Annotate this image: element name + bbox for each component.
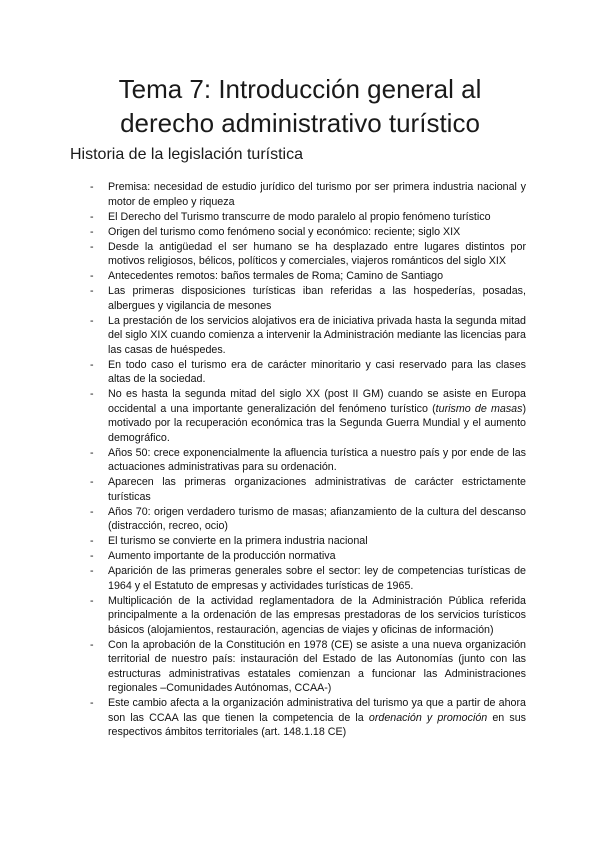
bullet-text [108, 211, 491, 223]
text-segment: La prestación de los servicios alojativos era de iniciativa privada hasta la segunda mitad del siglo XIX cuando comienza a intervenir la Administración mediante las licencias para las casas de huéspedes. [108, 314, 526, 356]
emphasis-text: ordenación y promoción [368, 711, 488, 724]
list-item [0, 446, 600, 475]
bullet-marker: - [90, 388, 94, 400]
bullet-list [0, 180, 600, 740]
bullet-marker: - [90, 225, 94, 238]
document-title [60, 72, 540, 140]
text-segment: Desde la antigüedad el ser humano se ha desplazado entre lugares distintos por motivos religiosos, bélicos, políticos y comerciales, viajeros románticos del siglo XIX [108, 240, 526, 267]
section-heading: Historia de la legislación turística [70, 146, 303, 163]
bullet-text [108, 226, 460, 238]
text-segment: Años 50: crece exponencialmente la afluencia turística a nuestro país y por ende de las actuaciones administrativas para su ordenación. [108, 446, 526, 473]
bullet-text [108, 535, 368, 547]
emphasis-text: turismo de masas [435, 402, 523, 415]
bullet-marker: - [90, 476, 94, 488]
list-item [0, 475, 600, 504]
list-item [0, 314, 600, 358]
list-item [0, 284, 600, 313]
text-segment: Aumento importante de la producción normativa [108, 550, 336, 562]
bullet-marker: - [90, 285, 94, 297]
bullet-marker: - [90, 638, 94, 651]
bullet-text [108, 565, 526, 592]
text-segment: Aparición de las primeras generales sobre el sector: ley de competencias turísticas de 1964 y el Estatuto de empresas y actividades turísticas de 1965. [108, 565, 526, 592]
list-item [0, 505, 600, 534]
list-item [0, 594, 600, 638]
bullet-text [108, 315, 526, 356]
list-item [0, 638, 600, 696]
list-item [0, 180, 600, 209]
text-segment: El Derecho del Turismo transcurre de modo paralelo al propio fenómeno turístico [108, 210, 491, 223]
title-line-2: derecho administrativo turístico [120, 108, 480, 138]
text-segment: En todo caso el turismo era de carácter minoritario y casi reservado para las clases altas de la sociedad. [108, 358, 526, 385]
text-segment: Premisa: necesidad de estudio jurídico del turismo por ser primera industria nacional y motor de empleo y riqueza [108, 181, 526, 208]
bullet-text [108, 388, 526, 444]
bullet-text [108, 697, 526, 738]
bullet-text [108, 270, 443, 282]
bullet-text [108, 595, 526, 636]
list-item [0, 534, 600, 549]
bullet-marker: - [90, 550, 94, 562]
text-segment: Este cambio afecta a la organización administrativa del turismo ya que a partir de ahora son las CCAA las que tienen la competencia de la [108, 697, 526, 724]
list-item [0, 269, 600, 284]
list-item [0, 387, 600, 445]
bullet-marker: - [90, 270, 94, 282]
text-segment: Años 70: origen verdadero turismo de masas; afianzamiento de la cultura del descanso (distracción, recreo, ocio) [108, 505, 526, 532]
bullet-text [108, 241, 526, 268]
bullet-text [108, 447, 526, 474]
bullet-text [108, 476, 526, 503]
bullet-text [108, 181, 526, 208]
bullet-marker: - [90, 594, 94, 607]
list-item [0, 358, 600, 387]
list-item [0, 696, 600, 740]
list-item [0, 564, 600, 593]
bullet-text [108, 359, 526, 386]
text-segment: Origen del turismo como fenómeno social y económico: reciente; siglo XIX [108, 225, 461, 238]
bullet-marker: - [90, 565, 94, 577]
list-item [0, 549, 600, 564]
bullet-marker: - [90, 505, 94, 518]
list-item [0, 225, 600, 240]
text-segment: Las primeras disposiciones turísticas iban referidas a las hospederías, posadas, albergues y vigilancia de mesones [108, 285, 526, 312]
bullet-marker: - [90, 697, 94, 709]
text-segment: ) motivado por la recuperación económica tras la Segunda Guerra Mundial y el aumento demográfico. [108, 402, 527, 444]
bullet-marker: - [90, 358, 94, 371]
bullet-marker: - [90, 240, 94, 253]
list-item [0, 240, 600, 269]
bullet-text [108, 550, 336, 562]
bullet-text [108, 506, 526, 533]
bullet-text [108, 639, 526, 695]
bullet-marker: - [90, 314, 94, 327]
text-segment: Multiplicación de la actividad reglamentadora de la Administración Pública referida principalmente a la ordenación de las empresas prestadoras de los servicios turísticos básicos (alojamientos, restauración, agencias de viajes y oficinas de información) [108, 594, 526, 636]
text-segment: Aparecen las primeras organizaciones administrativas de carácter estrictamente turísticas [108, 476, 526, 503]
bullet-text [108, 285, 526, 312]
bullet-marker: - [90, 210, 94, 223]
list-item [0, 210, 600, 225]
bullet-marker: - [90, 535, 94, 547]
text-segment: El turismo se convierte en la primera industria nacional [108, 535, 368, 547]
bullet-marker: - [90, 446, 94, 459]
text-segment: No es hasta la segunda mitad del siglo XX (post II GM) cuando se asiste en Europa occidental a una importante generalización del fenómeno turístico ( [108, 388, 526, 415]
bullet-marker: - [90, 181, 94, 193]
text-segment: Antecedentes remotos: baños termales de Roma; Camino de Santiago [108, 270, 444, 282]
text-segment: Con la aprobación de la Constitución en 1978 (CE) se asiste a una nueva organización territorial de nuestro país: instauración del Estado de las Autonomías (junto con las estructuras administrativas estatales comienzan a funcionar las Administraciones regionales –Comunidades Autónomas, CCAA-) [108, 638, 526, 694]
title-line-1: Tema 7: Introducción general al [118, 74, 482, 104]
text-segment: en sus respectivos ámbitos territoriales (art. 148.1.18 CE) [108, 711, 526, 738]
